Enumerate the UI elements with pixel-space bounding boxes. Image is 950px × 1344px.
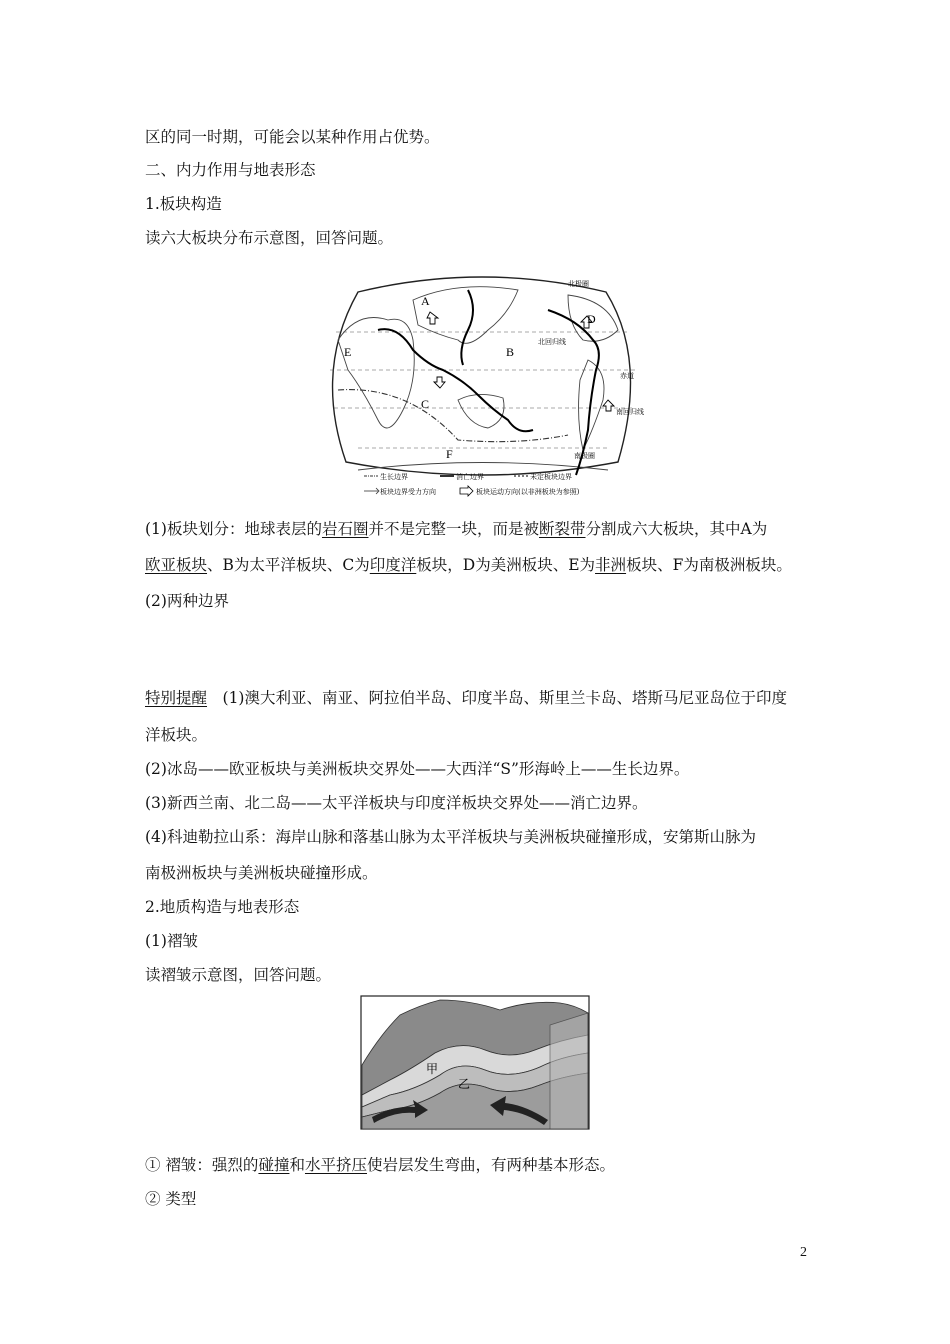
plate-label-c: C bbox=[421, 397, 430, 411]
paragraph-line bbox=[145, 555, 792, 575]
legend-motion-arrow-icon bbox=[460, 486, 473, 496]
text-run: 和 bbox=[289, 1156, 305, 1174]
text-run: 并不是完整一块，而是被 bbox=[368, 520, 539, 538]
fold-diagram-svg bbox=[360, 995, 590, 1130]
text-run: ① 褶皱：强烈的 bbox=[145, 1156, 259, 1174]
text-run: (1)板块划分：地球表层的 bbox=[145, 520, 322, 538]
map-outline bbox=[333, 277, 631, 475]
tip-line: 南极洲板块与美洲板块碰撞形成。 bbox=[145, 864, 378, 882]
text-run: 板块，D为美洲板块、E为 bbox=[416, 556, 596, 574]
underlined-term: 非洲 bbox=[595, 556, 627, 574]
underlined-term: 岩石圈 bbox=[321, 520, 369, 538]
subsection-heading: 2.地质构造与地表形态 bbox=[145, 898, 300, 916]
plate-label-f: F bbox=[446, 447, 453, 461]
tropic-south-label: 南回归线 bbox=[616, 408, 644, 416]
plate-label-d: D bbox=[587, 312, 596, 326]
underlined-term: 碰撞 bbox=[258, 1156, 290, 1174]
legend-spreading: 生长边界 bbox=[380, 473, 408, 481]
plate-map-svg bbox=[318, 270, 646, 500]
legend-uncertain: 未定板块边界 bbox=[530, 473, 572, 481]
tip-line: (4)科迪勒拉山系：海岸山脉和落基山脉为太平洋板块与美洲板块碰撞形成，安第斯山脉为 bbox=[145, 828, 756, 846]
text-run: (1)澳大利亚、南亚、阿拉伯半岛、印度半岛、斯里兰卡岛、塔斯马尼亚岛位于印度 bbox=[207, 689, 787, 707]
underlined-term: 断裂带 bbox=[539, 520, 586, 538]
text-line: 区的同一时期，可能会以某种作用占优势。 bbox=[145, 128, 440, 146]
subsection-heading: (1)褶皱 bbox=[145, 932, 198, 950]
text-run: 使岩层发生弯曲，有两种基本形态。 bbox=[366, 1156, 615, 1174]
plate-label-a: A bbox=[421, 294, 430, 308]
plate-label-b: B bbox=[506, 345, 515, 359]
tip-line: 洋板块。 bbox=[145, 726, 208, 744]
underlined-term: 水平挤压 bbox=[304, 1156, 367, 1174]
subsection-heading: 1.板块构造 bbox=[145, 195, 222, 213]
legend-force: 板块边界受力方向 bbox=[380, 488, 436, 496]
tip-line: (2)冰岛——欧亚板块与美洲板块交界处——大西洋“S”形海岭上——生长边界。 bbox=[145, 760, 690, 778]
plate-label-e: E bbox=[344, 345, 352, 359]
plate-map-figure bbox=[318, 270, 646, 500]
tip-label: 特别提醒 bbox=[145, 689, 208, 707]
text-run: 板块、F为南极洲板块。 bbox=[626, 556, 792, 574]
tip-line: (3)新西兰南、北二岛——太平洋板块与印度洋板块交界处——消亡边界。 bbox=[145, 794, 648, 812]
side-face bbox=[550, 1013, 588, 1129]
fold-label-jia: 甲 bbox=[426, 1062, 439, 1076]
fold-diagram-figure bbox=[360, 995, 590, 1130]
legend-motion: 板块运动方向(以非洲板块为参照) bbox=[476, 488, 580, 496]
paragraph-line bbox=[145, 519, 767, 539]
section-heading: 二、内力作用与地表形态 bbox=[145, 161, 316, 179]
page-number: 2 bbox=[800, 1245, 807, 1260]
legend-subduction: 消亡边界 bbox=[456, 473, 484, 481]
paragraph-line: (2)两种边界 bbox=[145, 592, 229, 610]
instruction-text: 读褶皱示意图，回答问题。 bbox=[145, 966, 332, 984]
antarctic-label: 南极圈 bbox=[574, 452, 595, 460]
equator-label: 赤道 bbox=[620, 372, 634, 380]
paragraph-line: ② 类型 bbox=[145, 1190, 197, 1208]
fold-label-yi: 乙 bbox=[458, 1077, 471, 1091]
arctic-label: 北极圈 bbox=[568, 280, 589, 288]
tip-line bbox=[145, 688, 787, 708]
tropic-north-label: 北回归线 bbox=[538, 338, 566, 346]
paragraph-line bbox=[145, 1155, 615, 1175]
instruction-text: 读六大板块分布示意图，回答问题。 bbox=[145, 229, 394, 247]
underlined-term: 欧亚板块 bbox=[145, 556, 208, 574]
text-run: 、B为太平洋板块、C为 bbox=[207, 556, 370, 574]
underlined-term: 印度洋 bbox=[369, 556, 417, 574]
text-run: 分割成六大板块，其中A为 bbox=[585, 520, 768, 538]
